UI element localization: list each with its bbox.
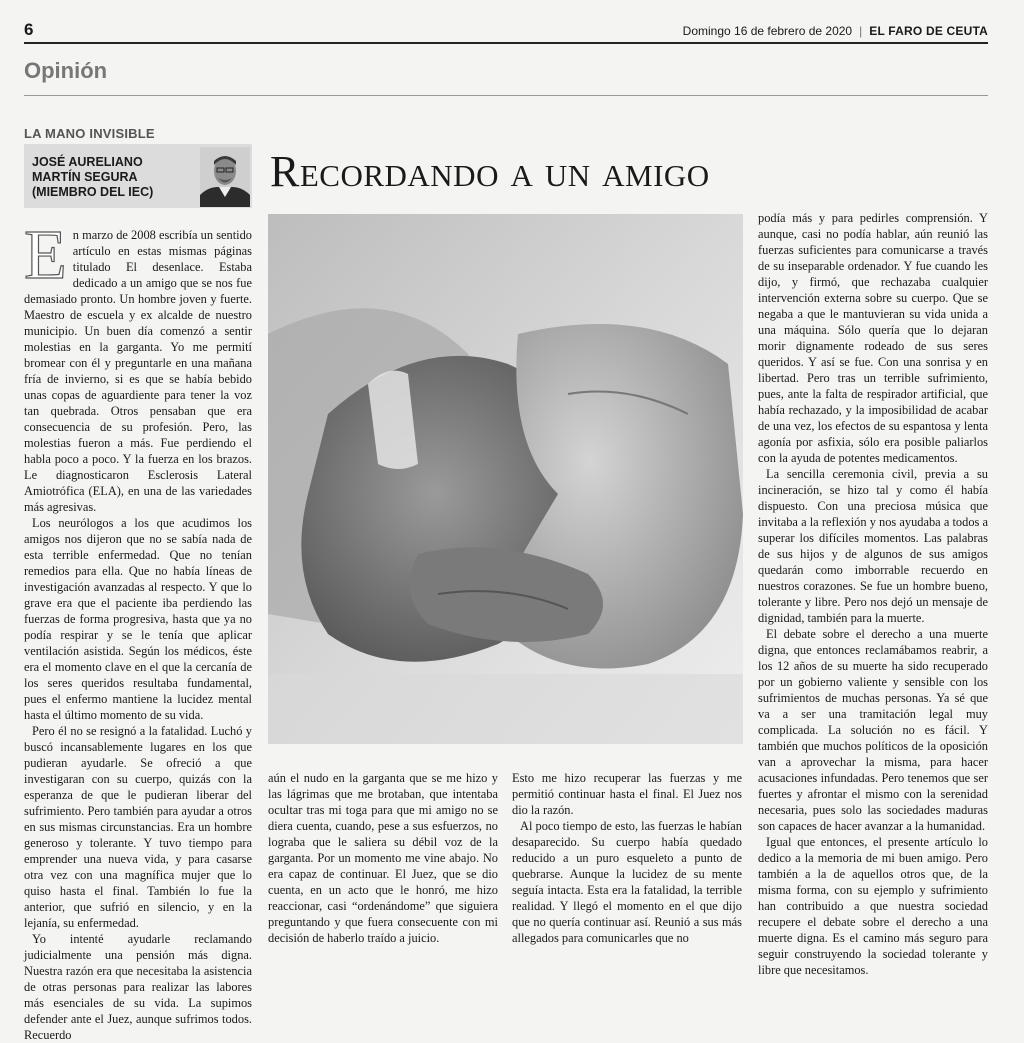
article-column-4 [758,210,988,978]
article-column-2 [268,770,498,946]
article-paragraph [24,217,252,515]
article-paragraph: Los neurólogos a los que acudimos los amigos nos dijeron que no se sabía nada de esta terrible enfermedad. Que no tenían remedios para ella. Que no había líneas de investigación avanzadas al respecto. Y que lo grave era que el paciente iba perdiendo las fuerzas de forma progresiva, hasta que ya no podía respirar y se le tenía que aplicar ventilación asistida. Según los médicos, éste era el momento clave en el que la cercanía de los seres queridos resultaba fundamental, pues el enfermo mantiene la lucidez mental hasta el último momento de su vida. [24,516,252,722]
article-paragraph: Al poco tiempo de esto, las fuerzas le habían desaparecido. Su cuerpo había quedado reducido a un puro esqueleto a punto de quebrarse. Aunque la lucidez de su mente seguía intacta. Esta era la fatalidad, la terrible realidad. Y llegó el momento en el que dijo que no quería continuar así. Reunió a sus más allegados para comunicarles que no [512,819,742,945]
author-name [32,155,153,200]
section-rule [24,95,988,96]
article-paragraph: Esto me hizo recuperar las fuerzas y me permitió continuar hasta el final. El Juez nos dio la razón. [512,771,742,817]
issue-date: Domingo 16 de febrero de 2020 [682,24,853,38]
article-paragraph: aún el nudo en la garganta que se me hizo y las lágrimas que me brotaban, que intentaba ocultar tras mi toga para que mi amigo no se diera cuenta, cuando, pese a sus esfuerzos, no lograba que le saliera su débil voz de la garganta. Por un momento me vine abajo. No era capaz de continuar. El Juez, que se dio cuenta, en un acto que le honró, me hizo reaccionar, casi “ordenándome” que siguiera preguntando y que fuera consecuente con mi decisión de haberlo traído a juicio. [268,771,498,945]
drop-cap: E [24,217,67,294]
header-rule [24,42,988,44]
article-paragraph: podía más y para pedirles comprensión. Y aunque, casi no podía hablar, aún reunió las fuerzas suficientes para comunicarse a través de su inseparable ordenador. Y fue cuando les dijo, y firmó, que rechazaba cualquier intervención externa sobre su cuerpo. Que se negaba a que le mantuvieran su vida unida a una máquina. Sólo quería que lo dejaran morir dignamente rodeado de sus seres queridos. Y así se fue. Con una sonrisa y en libertad. Pero tras un terrible sufrimiento, pues, ante la falta de respirador artificial, que había rechazado, y la imposibilidad de acabar de una vez, los efectos de su espantosa y lenta agonía por asfixia, sólo era posible paliarlos con la ayuda de potentes medicamentos. [758,211,988,465]
page-number: 6 [24,20,34,39]
article-paragraph: Igual que entonces, el presente artículo lo dedico a la memoria de mi buen amigo. Pero también a la de aquellos otros que, de la misma forma, con su ejemplo y sufrimiento han contribuido a que nuestra sociedad recupere el debate sobre el derecho a una muerte digna. Es el camino más seguro para seguir construyendo la sociedad tolerante y libre que necesitamos. [758,835,988,977]
column-name: LA MANO INVISIBLE [24,126,155,141]
article-column-1 [24,217,252,1043]
newspaper-name: EL FARO DE CEUTA [869,24,988,38]
article-paragraph: El debate sobre el derecho a una muerte digna, que entonces reclamábamos reabrir, a los 12 años de su muerte ha sido recuperado por un gobierno valiente y sensible con los sufrimientos de muchas personas. Ya sé que va a ser una tramitación legal muy complicada. La solución no es fácil. Y también que muchos políticos de la oposición van a aprovechar la misma, para hacer acusaciones infundadas. Pero tenemos que ser fuertes y afrontar el mismo con la serenidad necesaria, pues solo las sociedades maduras son capaces de hacer avanzar a la humanidad. [758,627,988,833]
paragraph-text: n marzo de 2008 escribía un sentido artículo en estas mismas páginas titulado El desenlace. Estaba dedicado a un amigo que se nos fue demasiado pronto. Un hombre joven y fuerte. Maestro de escuela y ex alcalde de nuestro municipio. Un buen día comenzó a sentir molestias en la garganta. Yo me permití bromear con él y preguntarle en una mañana fría de invierno, si es que se había bebido unas copas de aguardiente para tener la voz tan quebrada. Otros pensaban que era consecuencia de su profesión. Pero, las molestias fueron a más. Fue perdiendo el habla poco a poco. Y la fuerza en los brazos. Le diagnosticaron Esclerosis Lateral Amiotrófica (ELA), en una de las variedades más agresivas. [24,228,252,514]
article-column-3 [512,770,742,946]
article-paragraph: Yo intenté ayudarle reclamando judicialmente una pensión más digna. Nuestra razón era que necesitaba la asistencia de otras personas para realizar las labores más esenciales de su vida. La supimos defender ante el Juez, aunque sufrimos todos. Recuerdo [24,932,252,1042]
page-header-info [683,24,988,38]
article-paragraph: Pero él no se resignó a la fatalidad. Luchó y buscó incansablemente lugares en los que pudieran ayudarle. Se ofreció a que investigaran con su cuerpo, quizás con la esperanza de que le pudieran liberar del sufrimiento. Pero también para ayudar a otros en sus mismas circunstancias. Era un hombre generoso y tolerante. Y tuvo tiempo para emprender una nueva vida, y para casarse otra vez con una magnífica mujer que lo quiso hasta el final. También lo fue la anterior, que sufrió en silencio, y en la lejanía, su enfermedad. [24,724,252,930]
article-title: Recordando a un amigo [270,147,710,196]
section-title: Opinión [24,58,108,83]
header-separator: | [859,24,863,38]
article-photo-hands [268,214,743,744]
author-photo [200,147,250,207]
article-paragraph: La sencilla ceremonia civil, previa a su incineración, se hizo tal y como él había dispuesto. Con una preciosa música que invitaba a la reflexión y nos ayudaba a todos a superar los difíciles momentos. Las palabras de sus hijos y de algunos de sus amigos quedarán como imborrable recuerdo en nuestros corazones. Se fue un hombre bueno, tolerante y libre. Pero nos dejó un mensaje de dignidad, también para la muerte. [758,467,988,625]
author-name-line: MARTÍN SEGURA [32,170,138,184]
author-affiliation: (MIEMBRO DEL IEC) [32,185,154,199]
author-name-line: JOSÉ AURELIANO [32,155,143,169]
